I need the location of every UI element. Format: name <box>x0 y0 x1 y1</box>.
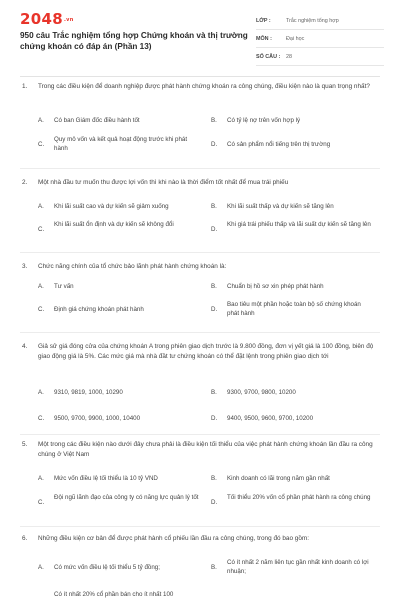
question-text: Trong các điều kiện để doanh nghiệp được phát hành chứng khoán ra công chúng, điều kiện nào là quan trọng nhất? <box>38 83 370 90</box>
document-meta <box>256 12 384 66</box>
option-text: Đội ngũ lãnh đạo của công ty có năng lực quản lý tốt <box>54 494 199 501</box>
option-letter: C. <box>38 499 45 506</box>
meta-subject-value[interactable]: Đại học <box>286 35 305 42</box>
question-divider <box>20 332 380 333</box>
meta-count-key: SỐ CÂU : <box>256 53 281 60</box>
page-header <box>0 0 400 72</box>
option-letter: B. <box>211 117 217 124</box>
option-letter: C. <box>38 226 45 233</box>
option-letter: A. <box>38 283 44 290</box>
option-letter: A. <box>38 564 44 571</box>
option-letter: B. <box>211 564 217 571</box>
option-letter: A. <box>38 203 44 210</box>
logo-suffix: .vn <box>63 16 74 23</box>
meta-class-key: LỚP : <box>256 17 271 24</box>
option-letter: D. <box>211 499 218 506</box>
option-letter: D. <box>211 141 218 148</box>
logo-text: 2048 <box>20 10 63 28</box>
question-divider <box>20 434 380 435</box>
option-text: 9400, 9500, 9600, 9700, 10200 <box>227 415 314 422</box>
option-text: Kinh doanh có lãi trong năm gần nhất <box>227 475 330 482</box>
option-letter: A. <box>38 475 44 482</box>
question-number: 2. <box>22 179 28 186</box>
question-number: 6. <box>22 535 28 542</box>
option-text: 9310, 9819, 1000, 10290 <box>54 389 123 396</box>
option-letter: B. <box>211 203 217 210</box>
meta-subject-key: MÔN : <box>256 35 272 42</box>
option-text: Có ít nhất 20% cổ phần bán cho ít nhất 100 <box>54 591 174 598</box>
option-text: Có sản phẩm nổi tiếng trên thị trường <box>227 141 331 148</box>
header-divider <box>20 76 380 77</box>
option-letter: D. <box>211 226 218 233</box>
option-text: Tư vấn <box>54 283 74 290</box>
option-letter: C. <box>38 415 45 422</box>
meta-subject-row <box>256 30 384 48</box>
option-letter: A. <box>38 117 44 124</box>
option-text: Khi lãi suất thấp và dự kiến sẽ tăng lên <box>227 203 334 210</box>
option-text: Tối thiểu 20% vốn cổ phần phát hành ra công chúng <box>227 494 371 501</box>
option-letter: D. <box>211 415 218 422</box>
option-text: Có ban Giám đốc điều hành tốt <box>54 117 140 124</box>
option-letter: B. <box>211 475 217 482</box>
option-text: Mức vốn điều lệ tối thiểu là 10 tỷ VND <box>54 475 158 482</box>
question-number: 4. <box>22 343 28 350</box>
question-number: 1. <box>22 83 28 90</box>
question-divider <box>20 252 380 253</box>
option-text: Có ít nhất 2 năm liên tục gần nhất kinh doanh có lợi nhuận; <box>227 559 369 575</box>
question-number: 5. <box>22 441 28 448</box>
option-text: 9500, 9700, 9900, 1000, 10400 <box>54 415 141 422</box>
question-text: Những điều kiện cơ bản để được phát hành cổ phiếu lần đầu ra công chúng, trong đó bao gồm: <box>38 535 309 542</box>
option-letter: B. <box>211 389 217 396</box>
meta-count-row <box>256 48 384 66</box>
option-letter: C. <box>38 141 45 148</box>
option-text: Quy mô vốn và kết quả hoạt động trước khi phát hành <box>54 136 188 152</box>
option-text: Có mức vốn điều lệ tối thiểu 5 tỷ đồng; <box>54 564 160 571</box>
option-text: Khi giá trái phiếu thấp và lãi suất dự kiến sẽ tăng lên <box>227 221 371 228</box>
question-text: Một nhà đầu tư muốn thu được lợi vốn thì khi nào là thời điểm tốt nhất để mua trái phiếu <box>38 179 289 186</box>
question-divider <box>20 168 380 169</box>
meta-class-row <box>256 12 384 30</box>
option-letter: C. <box>38 306 45 313</box>
option-text: Định giá chứng khoán phát hành <box>54 306 144 313</box>
option-letter: D. <box>211 306 218 313</box>
question-text: Một trong các điều kiện nào dưới đây chưa phải là điều kiện tối thiểu của việc phát hành chứng khoán lần đầu ra công chúng ở Việt Nam <box>38 441 373 458</box>
option-text: Khi lãi suất ổn định và dự kiến sẽ không đổi <box>54 221 174 228</box>
option-letter: B. <box>211 283 217 290</box>
meta-count-value: 28 <box>286 53 292 60</box>
question-number: 3. <box>22 263 28 270</box>
site-logo[interactable] <box>20 10 74 28</box>
option-text: 9300, 9700, 9800, 10200 <box>227 389 296 396</box>
meta-class-value[interactable]: Trắc nghiệm tổng hợp <box>286 17 339 24</box>
option-letter: A. <box>38 389 44 396</box>
question-text: Chức năng chính của tổ chức bảo lãnh phát hành chứng khoán là: <box>38 263 227 270</box>
option-text: Khi lãi suất cao và dự kiến sẽ giảm xuống <box>54 203 169 210</box>
question-divider <box>20 526 380 527</box>
option-text: Bao tiêu một phần hoặc toàn bộ số chứng khoán phát hành <box>227 301 361 317</box>
option-text: Chuẩn bị hồ sơ xin phép phát hành <box>227 283 324 290</box>
question-text: Giả sử giá đóng cửa của chứng khoán A trong phiên giao dịch trước là 9.800 đồng, đơn vị yết giá là 100 đồng, biên độ giao động giá là 5%. Các mức giá mà nhà đầt tư chứng khoán có thể đặt lệnh trong phiên giao dịch tới <box>38 343 374 360</box>
document-title: 950 câu Trắc nghiệm tổng hợp Chứng khoán và thị trường chứng khoán có đáp án (Phần 13) <box>20 31 248 51</box>
option-text: Có tỷ lệ nợ trên vốn hợp lý <box>227 117 301 124</box>
